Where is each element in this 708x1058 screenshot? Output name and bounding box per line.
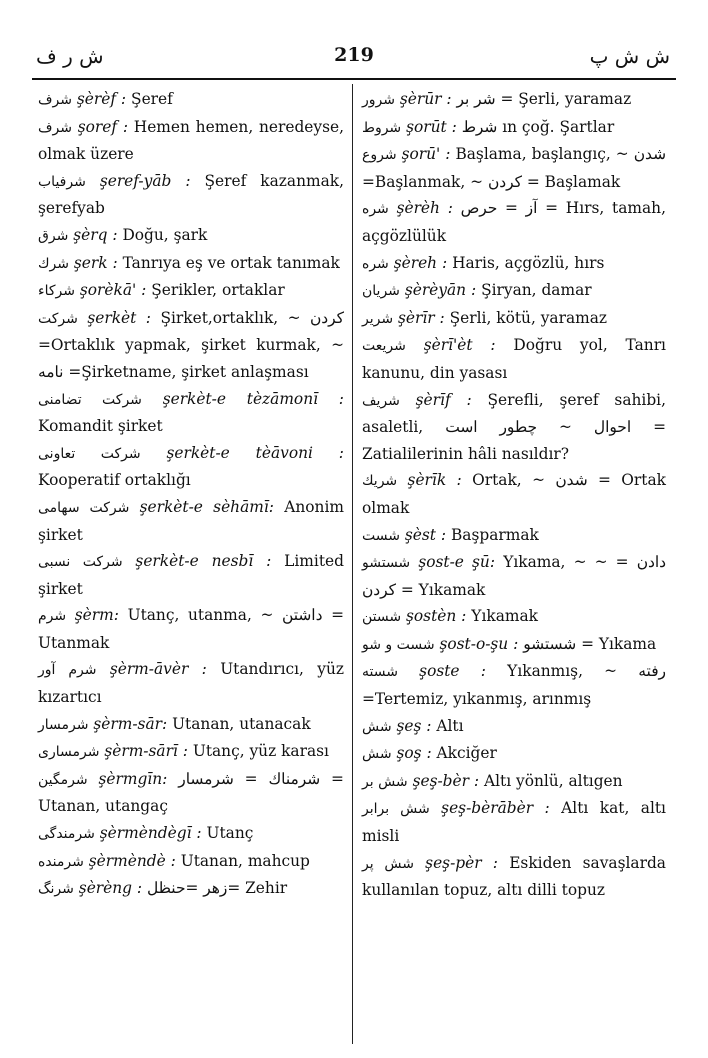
dictionary-entry — [362, 86, 666, 114]
entry-arabic-script: شستن — [362, 609, 402, 626]
entry-definition: Şeref kazanmak, şerefyab — [38, 171, 344, 218]
column-divider — [352, 84, 353, 1044]
dictionary-entry — [362, 740, 666, 768]
entry-arabic-script: شره — [362, 255, 389, 272]
entry-arabic-script: شرنگ — [38, 881, 74, 898]
entry-arabic-script: شرمسار — [38, 716, 89, 733]
dictionary-entry — [362, 467, 666, 521]
entry-headword: şèrm-sārī : — [104, 742, 188, 761]
entry-arabic-script: شرف — [38, 119, 72, 136]
entry-definition: Utanç — [206, 824, 254, 843]
entry-definition: شرمناك = شرمسار = Utanan, utangaç — [38, 769, 344, 816]
entry-arabic-script: شش — [362, 746, 392, 763]
entry-definition: Doğru yol, Tanrı kanunu, din yasası — [362, 336, 666, 382]
entry-arabic-script: شرم آور — [38, 662, 97, 679]
dictionary-entry — [38, 602, 344, 656]
dictionary-entry — [38, 820, 344, 848]
entry-definition: Kooperatif ortaklığı — [38, 471, 191, 490]
entry-headword: şerkèt : — [87, 308, 151, 327]
dictionary-entry — [362, 332, 666, 386]
entry-definition: Yıkamak — [471, 607, 538, 626]
entry-headword: şeş-pèr : — [425, 853, 498, 872]
entry-headword: şèrmgīn: — [98, 769, 168, 788]
entry-headword: şèrī'èt : — [423, 336, 496, 355]
entry-definition: Limited şirket — [38, 552, 344, 598]
entry-arabic-script: شروع — [362, 147, 397, 164]
entry-arabic-script: شركت نسبی — [38, 554, 123, 571]
right-column — [362, 86, 666, 904]
entry-headword: şèreh : — [393, 253, 448, 272]
entry-definition: Şerli, kötü, yaramaz — [449, 308, 608, 327]
entry-definition: Şerikler, ortaklar — [151, 281, 285, 300]
entry-headword: şoste : — [419, 662, 486, 681]
entry-arabic-script: شش پر — [362, 855, 414, 872]
entry-arabic-script: شست — [362, 527, 400, 544]
entry-headword: şèrm-āvèr : — [109, 660, 207, 679]
entry-headword: şerk : — [73, 253, 118, 272]
header-right-letters: ش ش پ — [589, 44, 670, 68]
entry-definition: Şiryan, damar — [481, 281, 592, 300]
entry-arabic-script: شسته — [362, 664, 398, 681]
entry-headword: şèrq : — [73, 225, 118, 244]
entry-headword: şost-e şū: — [418, 553, 496, 572]
entry-headword: şèrm-sār: — [93, 714, 168, 733]
entry-headword: şeş-bèrābèr : — [441, 799, 550, 818]
entry-headword: şèrèng : — [78, 879, 143, 898]
dictionary-entry — [362, 713, 666, 741]
entry-definition: Utanan, utanacak — [172, 714, 311, 733]
entry-arabic-script: شركت تعاونی — [38, 445, 141, 462]
dictionary-entry — [38, 494, 344, 548]
dictionary-entry — [38, 656, 344, 710]
entry-definition: Şeref — [131, 90, 173, 108]
header-left-letters: ش ر ف — [36, 44, 104, 68]
entry-arabic-script: شركت تضامنی — [38, 391, 142, 408]
dictionary-entry — [362, 658, 666, 712]
entry-arabic-script: شش برابر — [362, 801, 430, 818]
entry-arabic-script: شستشو — [362, 555, 411, 572]
entry-definition: Komandit şirket — [38, 417, 163, 436]
entry-arabic-script: شركت سهامی — [38, 499, 130, 516]
entry-definition: Altı kat, altı misli — [362, 799, 666, 846]
entry-definition: Anonim şirket — [38, 497, 344, 544]
entry-definition: Yıkanmış, ~ رفته =Tertemiz, yıkanmış, arınmış — [362, 662, 666, 709]
dictionary-entry — [362, 768, 666, 796]
dictionary-entry — [362, 305, 666, 333]
entry-definition: Haris, açgözlü, hırs — [452, 253, 605, 272]
dictionary-entry — [38, 440, 344, 494]
dictionary-entry — [362, 250, 666, 278]
entry-headword: şèrm: — [74, 606, 119, 625]
entry-headword: şorèkā' : — [79, 281, 147, 300]
entry-arabic-script: شریك — [362, 473, 398, 490]
entry-definition: Tanrıya eş ve ortak tanımak — [122, 253, 340, 272]
dictionary-entry — [362, 195, 666, 249]
dictionary-entry — [362, 549, 666, 603]
entry-definition: Doğu, şark — [122, 225, 208, 244]
entry-arabic-script: شرفیاب — [38, 173, 86, 190]
dictionary-entry — [362, 795, 666, 849]
entry-headword: şost-o-şu : — [439, 634, 519, 653]
entry-definition: Eskiden savaşlarda kullanılan topuz, altı dilli topuz — [362, 853, 666, 900]
dictionary-entry — [38, 875, 344, 903]
page-header — [0, 44, 708, 74]
entry-definition: Başparmak — [450, 525, 539, 544]
entry-definition: شر بر = Şerli, yaramaz — [456, 90, 632, 108]
entry-headword: şèrèh : — [396, 199, 453, 218]
entry-arabic-script: شروط — [362, 119, 402, 136]
dictionary-entry — [362, 603, 666, 631]
entry-arabic-script: شرور — [362, 92, 395, 108]
dictionary-entry — [38, 305, 344, 386]
entry-definition: Başlama, başlangıç, ~ شدن =Başlanmak, ~ كردن = Başlamak — [362, 145, 666, 191]
entry-definition: آز = حرص = Hırs, tamah, açgözlülük — [362, 199, 666, 245]
entry-headword: şeş : — [396, 716, 432, 735]
entry-definition: شرط ın çoğ. Şartlar — [461, 117, 615, 136]
entry-definition: Utandırıcı, yüz kızartıcı — [38, 660, 344, 707]
entry-arabic-script: شرمساری — [38, 744, 100, 761]
entry-arabic-script: شرك — [38, 255, 69, 272]
entry-arabic-script: شركت — [38, 310, 78, 327]
dictionary-entry — [38, 738, 344, 766]
dictionary-entry — [362, 631, 666, 659]
dictionary-entry — [362, 114, 666, 142]
entry-headword: şerkèt-e tèāvoni : — [166, 443, 344, 462]
entry-arabic-script: شش بر — [362, 773, 408, 790]
entry-arabic-script: شرف — [38, 92, 72, 108]
entry-arabic-script: شرمندگی — [38, 826, 95, 843]
entry-headword: şèrīr : — [397, 308, 445, 327]
entry-headword: şèrīf : — [415, 390, 472, 409]
entry-arabic-script: شرمگین — [38, 771, 88, 788]
entry-headword: şèrmèndè : — [88, 851, 176, 870]
entry-headword: şèst : — [404, 525, 447, 544]
dictionary-entry — [38, 766, 344, 820]
entry-definition: Hemen hemen, neredeyse, olmak üzere — [38, 117, 345, 164]
entry-arabic-script: شركاء — [38, 283, 75, 300]
entry-definition: Utanan, mahcup — [180, 851, 310, 870]
entry-headword: şerkèt-e sèhāmī: — [139, 497, 274, 516]
entry-headword: şèrèf : — [76, 90, 127, 108]
dictionary-entry — [38, 168, 344, 222]
dictionary-entry — [38, 277, 344, 305]
entry-headword: şèrīk : — [407, 471, 462, 490]
entry-headword: şorū' : — [401, 145, 451, 164]
entry-arabic-script: شرم — [38, 608, 67, 625]
entry-arabic-script: شریعت — [362, 338, 406, 355]
header-rule — [32, 78, 676, 80]
entry-arabic-script: شش — [362, 718, 392, 735]
dictionary-entry — [38, 222, 344, 250]
entry-headword: şèrūr : — [399, 90, 452, 108]
entry-headword: şoş : — [396, 744, 432, 763]
entry-arabic-script: شریف — [362, 392, 400, 409]
entry-definition: Utanç, yüz karası — [192, 742, 329, 761]
entry-arabic-script: شرق — [38, 227, 69, 244]
entry-headword: şeref-yāb : — [99, 171, 191, 190]
entry-arabic-script: شرمنده — [38, 853, 84, 870]
entry-headword: şèrèyān : — [404, 281, 477, 300]
dictionary-entry — [38, 250, 344, 278]
entry-headword: şèrmèndègī : — [99, 824, 202, 843]
dictionary-entry — [362, 387, 666, 468]
dictionary-entry — [38, 114, 344, 168]
dictionary-entry — [362, 277, 666, 305]
dictionary-entry — [38, 386, 344, 440]
entry-definition: Altı yönlü, altıgen — [483, 771, 623, 790]
dictionary-entry — [38, 548, 344, 602]
entry-definition: Şerefli, şeref sahibi, asaletli, احوال ~ چطور است = Zatialilerinin hâli nasıldır? — [362, 390, 666, 463]
entry-headword: şeş-bèr : — [412, 771, 480, 790]
entry-headword: şostèn : — [406, 607, 467, 626]
dictionary-entry — [38, 86, 344, 114]
entry-headword: şoref : — [77, 117, 129, 136]
dictionary-entry — [362, 141, 666, 195]
dictionary-entry — [362, 522, 666, 550]
entry-arabic-script: شریان — [362, 283, 400, 300]
entry-headword: şerkèt-e tèzāmonī : — [162, 389, 344, 408]
entry-arabic-script: شره — [362, 201, 389, 218]
entry-definition: Utanç, utanma, ~ داشتن = Utanmak — [38, 606, 344, 652]
entry-definition: شستشو = Yıkama — [523, 634, 657, 653]
entry-headword: şerkèt-e nesbī : — [135, 552, 272, 571]
entry-arabic-script: شست و شو — [362, 636, 435, 653]
entry-arabic-script: شریر — [362, 310, 394, 327]
entry-headword: şorūt : — [406, 117, 457, 136]
entry-definition: Şirket,ortaklık, ~ كردن =Ortaklık yapmak, şirket kurmak, ~ نامه =Şirketname, şirket anlaşması — [38, 308, 344, 381]
entry-definition: Yıkama, ~ دادن = ~ كردن = Yıkamak — [362, 553, 666, 599]
dictionary-entry — [38, 848, 344, 876]
page-number: 219 — [334, 44, 374, 66]
entry-definition: Akciğer — [436, 744, 497, 763]
entry-definition: زهر =حنظل= Zehir — [147, 879, 288, 898]
entry-definition: Altı — [436, 716, 464, 735]
dictionary-entry — [38, 711, 344, 739]
dictionary-entry — [362, 850, 666, 904]
entry-definition: Ortak, ~ شدن = Ortak olmak — [362, 471, 666, 517]
left-column — [38, 86, 344, 903]
